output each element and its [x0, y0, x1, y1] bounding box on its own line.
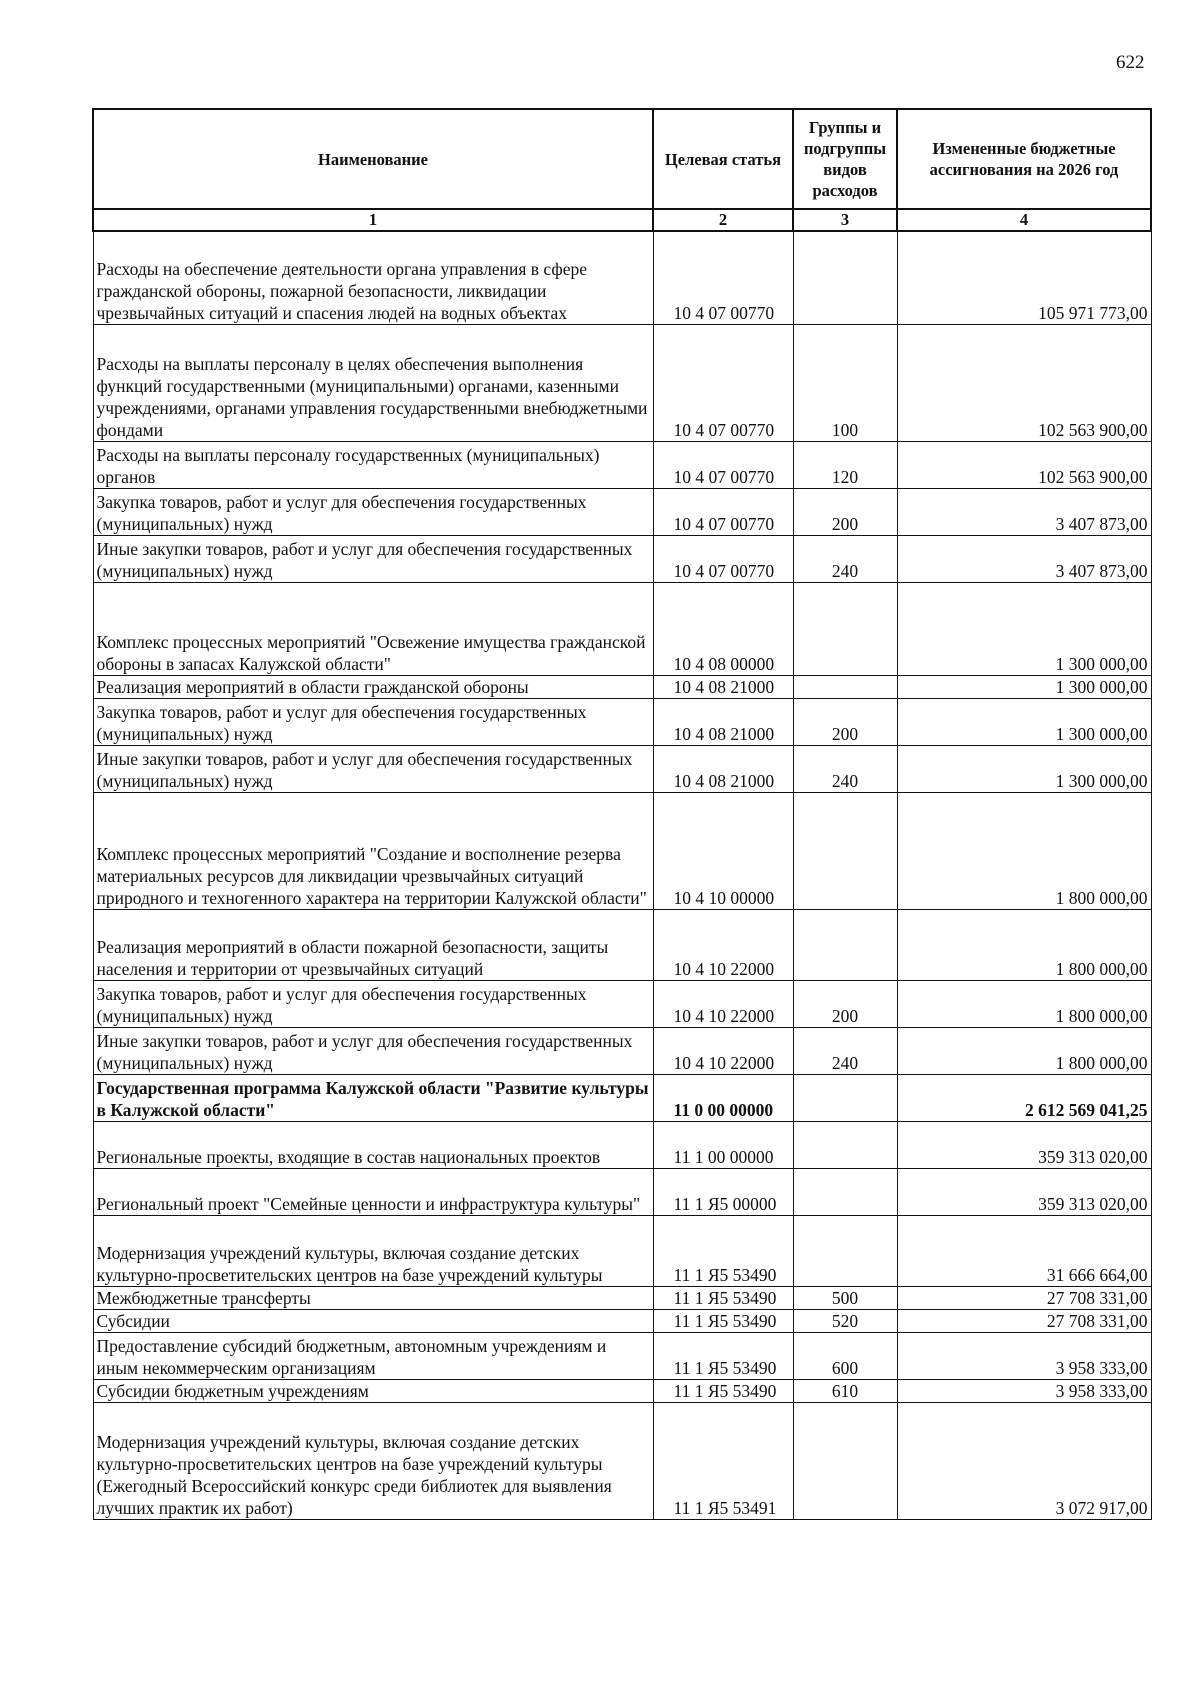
- cell-amount: 1 800 000,00: [897, 1028, 1151, 1075]
- cell-target-code: 10 4 07 00770: [653, 536, 793, 583]
- cell-amount: 102 563 900,00: [897, 442, 1151, 489]
- cell-group-code: 600: [793, 1333, 897, 1380]
- cell-group-code: 200: [793, 699, 897, 746]
- cell-amount: 102 563 900,00: [897, 325, 1151, 442]
- cell-group-code: [793, 1169, 897, 1216]
- cell-group-code: 200: [793, 981, 897, 1028]
- cell-name: Межбюджетные трансферты: [93, 1287, 653, 1310]
- column-number: 1: [93, 209, 653, 231]
- cell-amount: 359 313 020,00: [897, 1169, 1151, 1216]
- cell-target-code: 11 1 Я5 00000: [653, 1169, 793, 1216]
- cell-target-code: 11 1 Я5 53490: [653, 1287, 793, 1310]
- header-name: Наименование: [93, 109, 653, 209]
- cell-group-code: [793, 1075, 897, 1122]
- table-row: [93, 746, 1151, 793]
- table-row: [93, 1075, 1151, 1122]
- cell-target-code: 10 4 08 21000: [653, 699, 793, 746]
- column-number: 3: [793, 209, 897, 231]
- cell-name: Реализация мероприятий в области пожарной безопасности, защиты населения и территории от чрезвычайных ситуаций: [93, 910, 653, 981]
- cell-name: Закупка товаров, работ и услуг для обеспечения государственных (муниципальных) нужд: [93, 699, 653, 746]
- cell-amount: 27 708 331,00: [897, 1310, 1151, 1333]
- cell-group-code: [793, 910, 897, 981]
- cell-group-code: 500: [793, 1287, 897, 1310]
- cell-group-code: 240: [793, 746, 897, 793]
- table-row: [93, 1403, 1151, 1520]
- cell-name: Субсидии: [93, 1310, 653, 1333]
- cell-target-code: 10 4 10 22000: [653, 1028, 793, 1075]
- table-row: [93, 1216, 1151, 1287]
- cell-target-code: 10 4 08 00000: [653, 583, 793, 676]
- column-number: 4: [897, 209, 1151, 231]
- cell-target-code: 10 4 07 00770: [653, 325, 793, 442]
- header-group: Группы и подгруппы видов расходов: [793, 109, 897, 209]
- cell-target-code: 10 4 07 00770: [653, 442, 793, 489]
- cell-target-code: 11 1 Я5 53490: [653, 1333, 793, 1380]
- table-row: [93, 676, 1151, 699]
- cell-amount: 2 612 569 041,25: [897, 1075, 1151, 1122]
- cell-amount: 1 300 000,00: [897, 746, 1151, 793]
- cell-target-code: 11 0 00 00000: [653, 1075, 793, 1122]
- cell-group-code: [793, 1403, 897, 1520]
- cell-name: Расходы на выплаты персоналу в целях обеспечения выполнения функций государственными (муниципальными) органами, казенными учреждениями, органами управления государственными внебюджетными фондами: [93, 325, 653, 442]
- cell-name: Комплекс процессных мероприятий "Создание и восполнение резерва материальных ресурсов для ликвидации чрезвычайных ситуаций природного и техногенного характера на территории Калужской области": [93, 793, 653, 910]
- cell-name: Закупка товаров, работ и услуг для обеспечения государственных (муниципальных) нужд: [93, 489, 653, 536]
- cell-name: Расходы на обеспечение деятельности органа управления в сфере гражданской обороны, пожарной безопасности, ликвидации чрезвычайных ситуаций и спасения людей на водных объектах: [93, 231, 653, 325]
- cell-group-code: 240: [793, 1028, 897, 1075]
- cell-amount: 1 800 000,00: [897, 910, 1151, 981]
- cell-amount: 105 971 773,00: [897, 231, 1151, 325]
- cell-name: Закупка товаров, работ и услуг для обеспечения государственных (муниципальных) нужд: [93, 981, 653, 1028]
- cell-amount: 3 407 873,00: [897, 536, 1151, 583]
- cell-target-code: 11 1 Я5 53490: [653, 1310, 793, 1333]
- column-number-row: [93, 209, 1151, 231]
- table-row: [93, 325, 1151, 442]
- table-row: [93, 793, 1151, 910]
- cell-group-code: [793, 583, 897, 676]
- cell-amount: 1 300 000,00: [897, 583, 1151, 676]
- cell-target-code: 10 4 08 21000: [653, 746, 793, 793]
- cell-name: Иные закупки товаров, работ и услуг для обеспечения государственных (муниципальных) нужд: [93, 1028, 653, 1075]
- cell-amount: 27 708 331,00: [897, 1287, 1151, 1310]
- cell-group-code: 520: [793, 1310, 897, 1333]
- table-row: [93, 981, 1151, 1028]
- table-row: [93, 536, 1151, 583]
- table-row: [93, 1380, 1151, 1403]
- header-amount: Измененные бюджетные ассигнования на 2026 год: [897, 109, 1151, 209]
- cell-amount: 3 958 333,00: [897, 1333, 1151, 1380]
- table-row: [93, 910, 1151, 981]
- cell-amount: 3 958 333,00: [897, 1380, 1151, 1403]
- header-target: Целевая статья: [653, 109, 793, 209]
- cell-group-code: 100: [793, 325, 897, 442]
- table-row: [93, 442, 1151, 489]
- cell-group-code: [793, 676, 897, 699]
- cell-name: Расходы на выплаты персоналу государственных (муниципальных) органов: [93, 442, 653, 489]
- cell-target-code: 10 4 07 00770: [653, 489, 793, 536]
- cell-target-code: 10 4 08 21000: [653, 676, 793, 699]
- table-row: [93, 1122, 1151, 1169]
- table-row: [93, 699, 1151, 746]
- cell-amount: 1 300 000,00: [897, 676, 1151, 699]
- column-number: 2: [653, 209, 793, 231]
- cell-target-code: 11 1 Я5 53491: [653, 1403, 793, 1520]
- table-row: [93, 489, 1151, 536]
- table-row: [93, 1310, 1151, 1333]
- cell-target-code: 11 1 Я5 53490: [653, 1380, 793, 1403]
- cell-group-code: 200: [793, 489, 897, 536]
- cell-amount: 359 313 020,00: [897, 1122, 1151, 1169]
- cell-name: Иные закупки товаров, работ и услуг для обеспечения государственных (муниципальных) нужд: [93, 536, 653, 583]
- cell-group-code: 240: [793, 536, 897, 583]
- cell-group-code: [793, 231, 897, 325]
- cell-target-code: 10 4 10 22000: [653, 981, 793, 1028]
- cell-name: Иные закупки товаров, работ и услуг для обеспечения государственных (муниципальных) нужд: [93, 746, 653, 793]
- cell-target-code: 10 4 10 00000: [653, 793, 793, 910]
- cell-name: Предоставление субсидий бюджетным, автономным учреждениям и иным некоммерческим организациям: [93, 1333, 653, 1380]
- table-row: [93, 1169, 1151, 1216]
- cell-amount: 1 300 000,00: [897, 699, 1151, 746]
- table-row: [93, 231, 1151, 325]
- table-row: [93, 1333, 1151, 1380]
- cell-target-code: 11 1 Я5 53490: [653, 1216, 793, 1287]
- cell-target-code: 11 1 00 00000: [653, 1122, 793, 1169]
- table-row: [93, 583, 1151, 676]
- cell-name: Реализация мероприятий в области гражданской обороны: [93, 676, 653, 699]
- table-row: [93, 1028, 1151, 1075]
- table-row: [93, 1287, 1151, 1310]
- cell-name: Региональный проект "Семейные ценности и инфраструктура культуры": [93, 1169, 653, 1216]
- cell-group-code: 610: [793, 1380, 897, 1403]
- cell-group-code: [793, 1122, 897, 1169]
- cell-group-code: [793, 793, 897, 910]
- cell-name: Субсидии бюджетным учреждениям: [93, 1380, 653, 1403]
- cell-name: Модернизация учреждений культуры, включая создание детских культурно-просветительских центров на базе учреждений культуры: [93, 1216, 653, 1287]
- cell-target-code: 10 4 07 00770: [653, 231, 793, 325]
- cell-amount: 1 800 000,00: [897, 981, 1151, 1028]
- table-body: [93, 231, 1151, 1520]
- cell-name: Комплекс процессных мероприятий "Освежение имущества гражданской обороны в запасах Калужской области": [93, 583, 653, 676]
- cell-amount: 1 800 000,00: [897, 793, 1151, 910]
- cell-name: Модернизация учреждений культуры, включая создание детских культурно-просветительских центров на базе учреждений культуры (Ежегодный Всероссийский конкурс среди библиотек для выявления лучших практик их работ): [93, 1403, 653, 1520]
- cell-amount: 3 072 917,00: [897, 1403, 1151, 1520]
- page-number: 622: [1116, 52, 1145, 73]
- cell-amount: 31 666 664,00: [897, 1216, 1151, 1287]
- header-row: [93, 109, 1151, 209]
- cell-group-code: 120: [793, 442, 897, 489]
- cell-target-code: 10 4 10 22000: [653, 910, 793, 981]
- cell-name: Региональные проекты, входящие в состав национальных проектов: [93, 1122, 653, 1169]
- budget-table: [92, 108, 1152, 1520]
- cell-group-code: [793, 1216, 897, 1287]
- cell-amount: 3 407 873,00: [897, 489, 1151, 536]
- cell-name: Государственная программа Калужской области "Развитие культуры в Калужской области": [93, 1075, 653, 1122]
